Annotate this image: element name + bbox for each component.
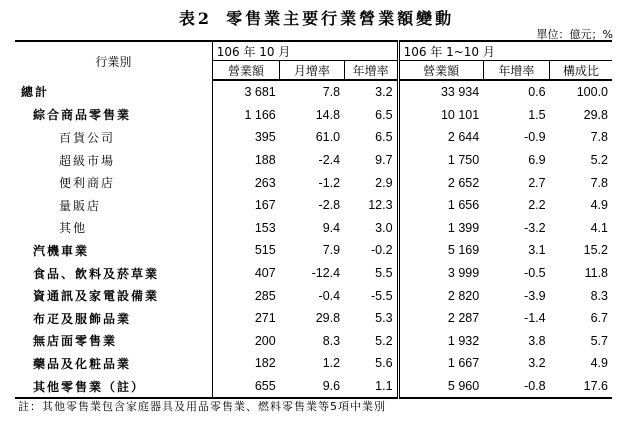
cell-b-sales: 1 399 (398, 217, 483, 240)
row-category: 布疋及服飾品業 (15, 307, 212, 330)
cell-b-sales: 1 932 (398, 330, 483, 353)
cell-a-yoy: 2.9 (375, 175, 393, 190)
cell-b-share: 4.9 (590, 356, 608, 371)
row-category: 無店面零售業 (15, 330, 212, 353)
row-category: 總計 (15, 80, 212, 104)
cell-a-mom: 14.8 (315, 107, 341, 122)
cell-a-sales: 395 (254, 130, 276, 145)
cell-a-mom: 8.3 (322, 333, 341, 348)
cell-a-sales: 515 (254, 243, 276, 258)
cell-a-yoy: 5.2 (375, 333, 393, 348)
cell-a-sales: 153 (254, 220, 276, 235)
cell-a-sales: 407 (254, 266, 276, 281)
cell-a-mom: -2.8 (318, 198, 341, 213)
table-title-text: 零售業主要行業營業額變動 (226, 9, 455, 28)
group-b-header: 106 年 1~10 月 (398, 41, 612, 61)
cell-a-yoy: 12.3 (368, 198, 393, 213)
cell-a-yoy: 5.6 (375, 356, 393, 371)
cell-a-sales: 271 (254, 311, 276, 326)
table-row (15, 126, 612, 149)
cell-b-share: 15.2 (583, 243, 608, 258)
cell-b-yoy: -0.9 (524, 130, 546, 145)
cell-b-sales: 2 287 (398, 307, 483, 330)
col-b-share-header: 構成比 (550, 61, 612, 81)
cell-a-yoy: 9.7 (375, 153, 393, 168)
cell-b-sales: 2 644 (398, 126, 483, 149)
cell-b-yoy: 3.2 (528, 356, 546, 371)
cell-b-share: 29.8 (583, 107, 608, 122)
cell-a-mom: 1.2 (322, 356, 341, 371)
row-category: 超級市場 (15, 149, 212, 172)
cell-a-sales: 1 166 (244, 107, 276, 122)
table-row (15, 307, 612, 330)
cell-a-sales: 655 (212, 375, 279, 399)
cell-b-sales: 5 960 (398, 375, 483, 399)
cell-a-mom: -12.4 (311, 266, 341, 281)
cell-b-sales: 1 656 (398, 194, 483, 217)
cell-b-sales: 33 934 (398, 80, 483, 104)
cell-b-yoy: 2.2 (528, 198, 546, 213)
cell-b-share: 4.1 (590, 220, 608, 235)
table-row (15, 284, 612, 307)
cell-b-share: 17.6 (550, 375, 612, 399)
cell-b-share: 7.8 (590, 130, 608, 145)
cell-a-yoy: 3.2 (375, 85, 393, 100)
table-row (15, 194, 612, 217)
footnote: 註：其他零售業包含家庭器具及用品零售業、燃料零售業等5項中業別 (18, 400, 386, 413)
row-category: 汽機車業 (15, 239, 212, 262)
cell-a-yoy: 6.5 (375, 130, 393, 145)
cell-a-yoy: 6.5 (375, 107, 393, 122)
table-row (15, 352, 612, 375)
cell-b-yoy: -3.9 (524, 288, 546, 303)
cell-b-sales: 3 999 (398, 262, 483, 285)
table-row (15, 262, 612, 285)
cell-b-sales: 2 652 (398, 171, 483, 194)
cell-a-sales: 167 (254, 198, 276, 213)
cell-a-mom: -1.2 (318, 175, 341, 190)
col-a-yoy-header: 年增率 (344, 61, 398, 81)
cell-a-yoy: 3.0 (375, 220, 393, 235)
category-header: 行業別 (15, 41, 212, 80)
cell-a-mom: 29.8 (315, 311, 341, 326)
table-row (15, 149, 612, 172)
cell-b-share: 8.3 (590, 288, 608, 303)
row-category: 便利商店 (15, 171, 212, 194)
row-category: 藥品及化粧品業 (15, 352, 212, 375)
row-category: 綜合商品零售業 (15, 104, 212, 127)
row-category: 其他零售業（註） (15, 375, 212, 399)
cell-a-yoy: -0.2 (371, 243, 393, 258)
table-row (15, 375, 612, 399)
cell-a-yoy: 5.5 (375, 266, 393, 281)
row-category: 百貨公司 (15, 126, 212, 149)
table-row (15, 104, 612, 127)
col-a-sales-header: 營業額 (212, 61, 279, 81)
cell-b-share: 6.7 (590, 311, 608, 326)
cell-a-sales: 200 (254, 333, 276, 348)
cell-b-sales: 10 101 (398, 104, 483, 127)
cell-b-share: 5.7 (590, 333, 608, 348)
table-row (15, 330, 612, 353)
table-row (15, 239, 612, 262)
cell-b-share: 7.8 (590, 175, 608, 190)
cell-a-yoy: 1.1 (344, 375, 398, 399)
cell-a-mom: -0.4 (318, 288, 341, 303)
cell-a-sales: 188 (254, 153, 276, 168)
table-row (15, 80, 612, 104)
cell-a-yoy: 5.3 (375, 311, 393, 326)
retail-sales-table (15, 40, 612, 399)
cell-b-yoy: 1.5 (528, 107, 546, 122)
cell-a-sales: 182 (254, 356, 276, 371)
group-a-header: 106 年 10 月 (212, 41, 398, 61)
table-row (15, 217, 612, 240)
cell-b-share: 11.8 (584, 266, 608, 281)
cell-b-yoy: -1.4 (524, 311, 546, 326)
cell-b-yoy: -3.2 (524, 220, 546, 235)
cell-b-yoy: 2.7 (528, 175, 546, 190)
cell-b-yoy: 0.6 (528, 85, 546, 100)
row-category: 資通訊及家電設備業 (15, 284, 212, 307)
unit-label: 單位：億元；% (536, 28, 613, 41)
row-category: 食品、飲料及菸草業 (15, 262, 212, 285)
table-row (15, 171, 612, 194)
col-a-mom-header: 月增率 (280, 61, 344, 81)
cell-a-sales: 285 (254, 288, 276, 303)
col-b-yoy-header: 年增率 (483, 61, 549, 81)
cell-a-mom: 9.6 (280, 375, 344, 399)
row-category: 其他 (15, 217, 212, 240)
cell-a-mom: -2.4 (318, 153, 341, 168)
cell-b-yoy: 3.8 (528, 333, 546, 348)
cell-a-sales: 3 681 (244, 85, 276, 100)
cell-b-yoy: -0.8 (483, 375, 549, 399)
cell-a-mom: 61.0 (315, 130, 341, 145)
cell-b-share: 5.2 (590, 153, 608, 168)
cell-a-mom: 9.4 (322, 220, 341, 235)
cell-b-sales: 1 750 (398, 149, 483, 172)
cell-a-yoy: -5.5 (371, 288, 393, 303)
row-category: 量販店 (15, 194, 212, 217)
table-number: 表2 (178, 9, 213, 28)
cell-a-mom: 7.8 (322, 85, 341, 100)
cell-b-sales: 1 667 (398, 352, 483, 375)
col-b-sales-header: 營業額 (398, 61, 483, 81)
cell-b-yoy: 3.1 (528, 243, 546, 258)
cell-b-yoy: 6.9 (528, 153, 546, 168)
cell-b-sales: 2 820 (398, 284, 483, 307)
cell-b-yoy: -0.5 (524, 266, 546, 281)
cell-b-share: 4.9 (590, 198, 608, 213)
cell-a-sales: 263 (254, 175, 276, 190)
cell-b-share: 100.0 (576, 85, 608, 100)
cell-b-sales: 5 169 (398, 239, 483, 262)
cell-a-mom: 7.9 (322, 243, 341, 258)
